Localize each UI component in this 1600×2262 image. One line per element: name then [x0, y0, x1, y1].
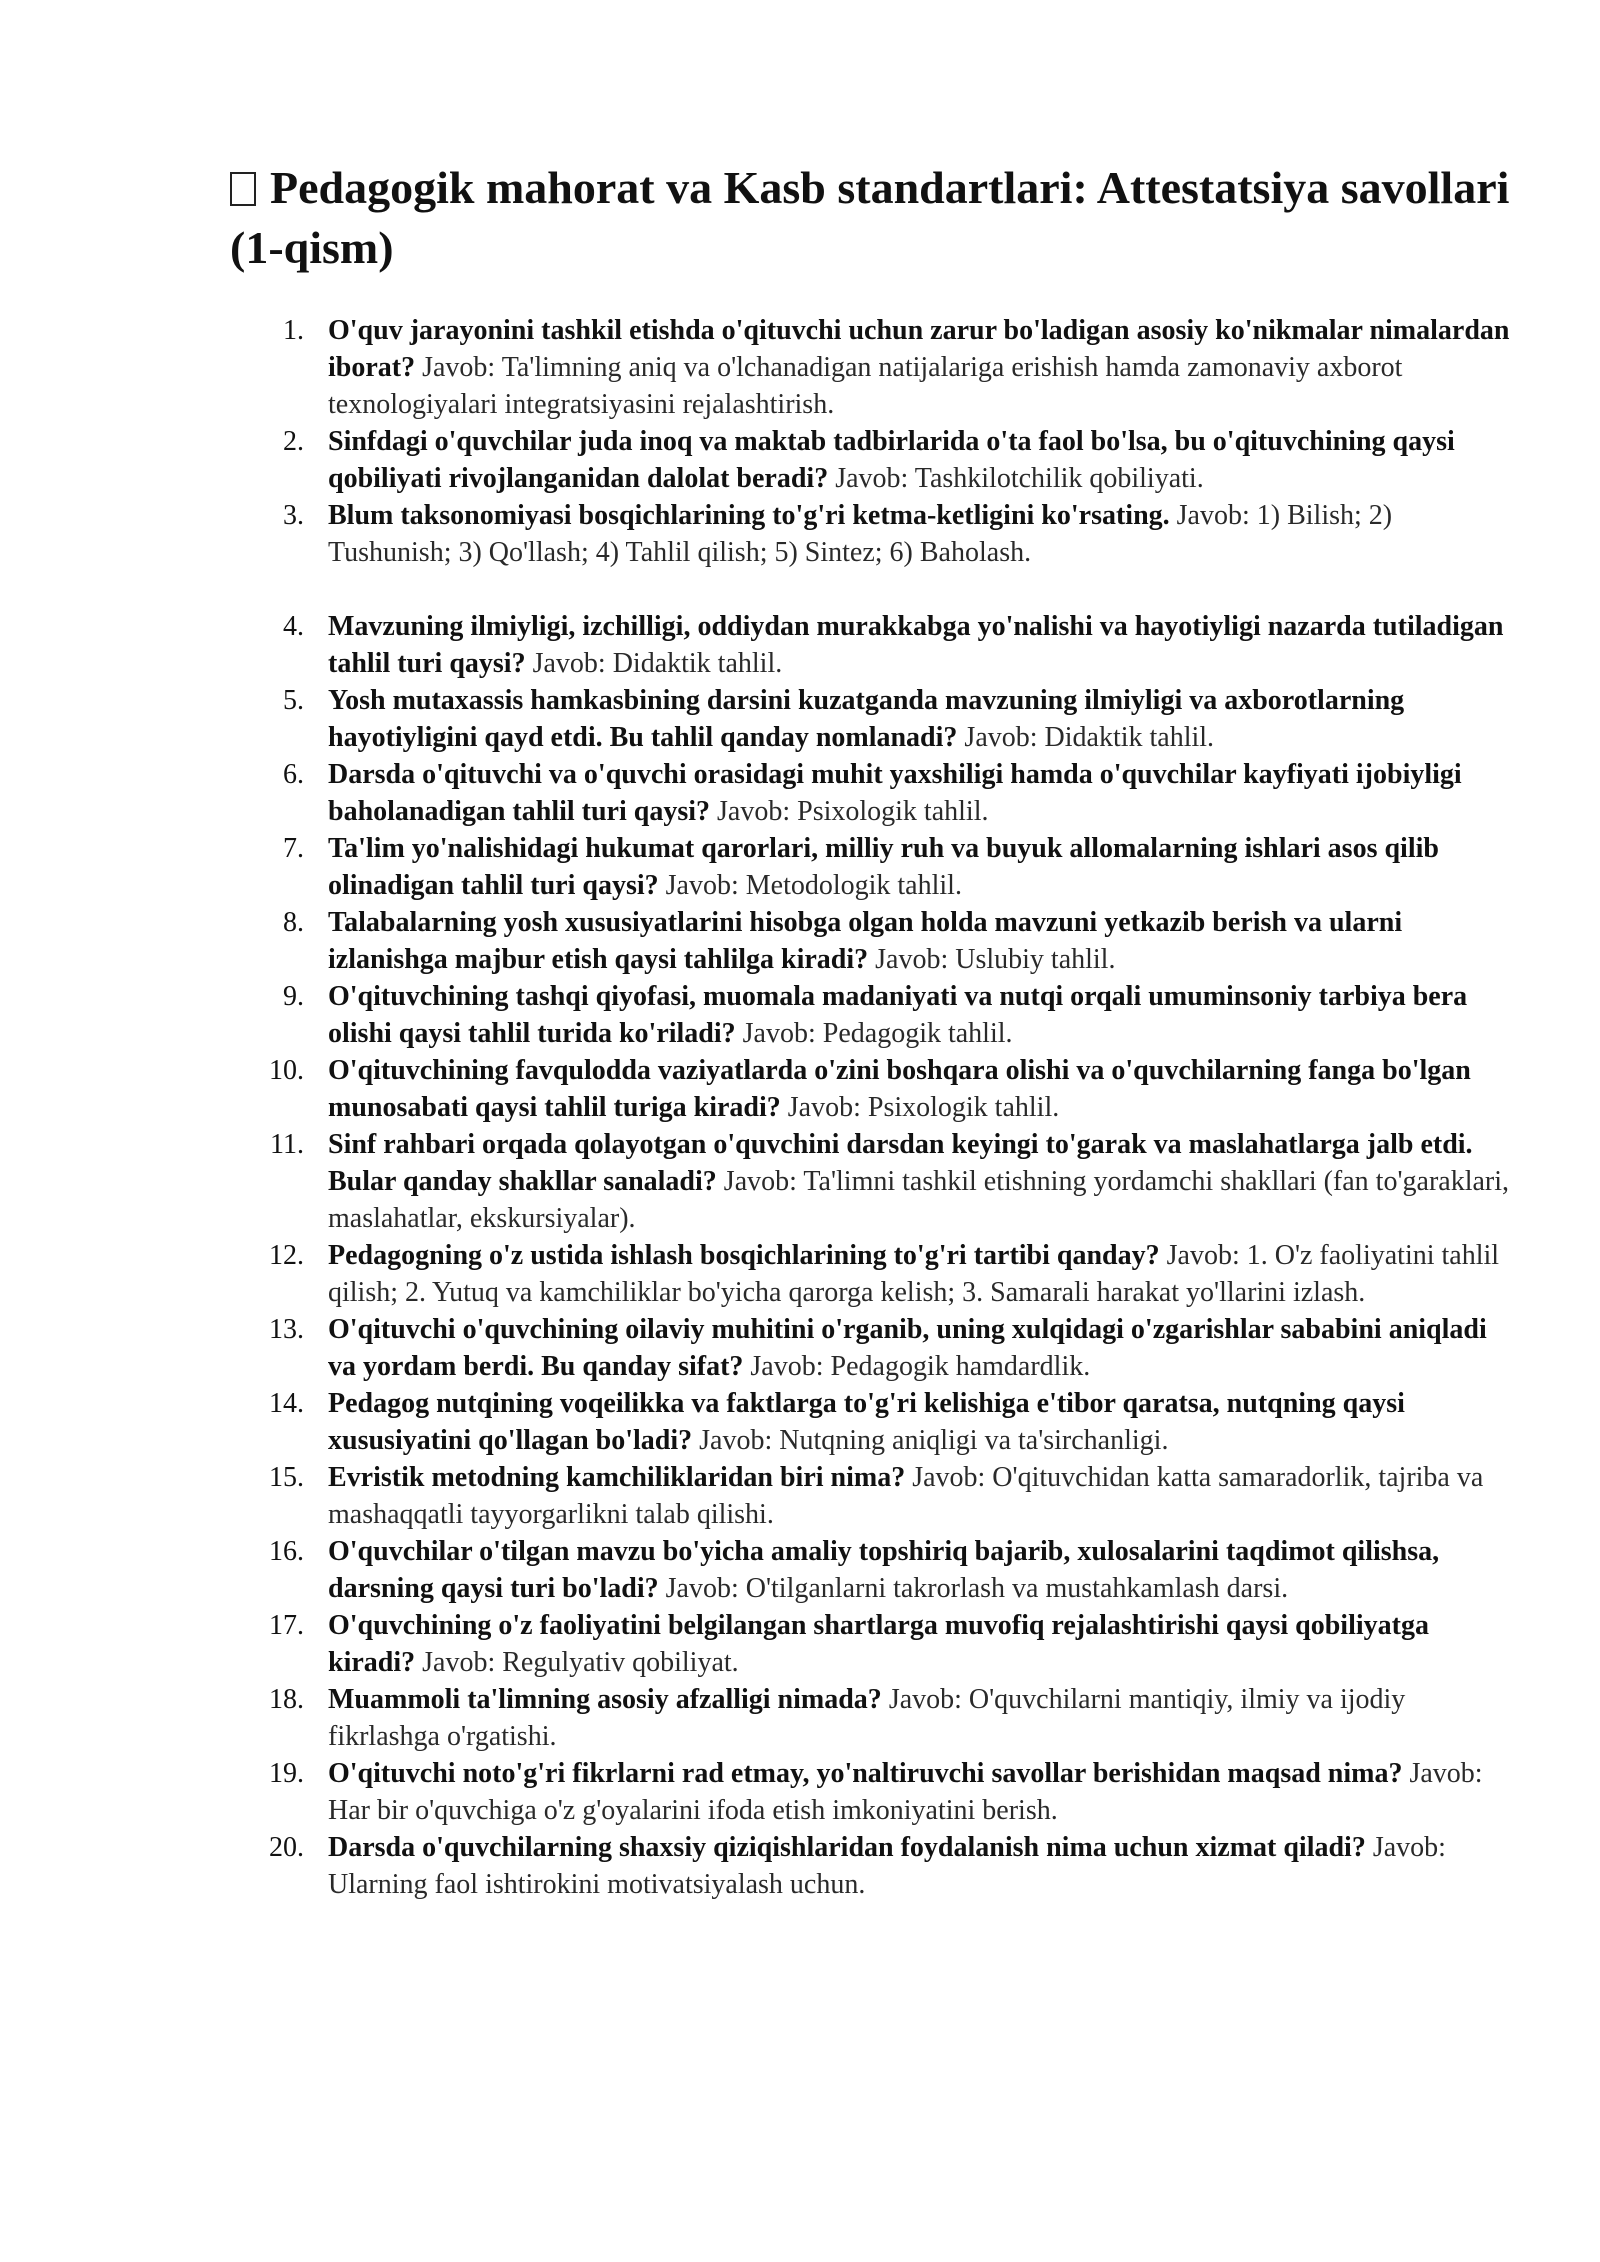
item-number: 1. — [283, 315, 304, 346]
list-item — [230, 682, 1510, 756]
page-title-text: Pedagogik mahorat va Kasb standartlari: Attestatsiya savollari (1-qism) — [230, 162, 1510, 273]
item-number: 4. — [283, 611, 304, 642]
list-item — [230, 1052, 1510, 1126]
answer-text: Javob: Pedagogik tahlil. — [742, 1018, 1013, 1049]
item-number: 17. — [269, 1610, 304, 1641]
qa-list — [230, 312, 1510, 1903]
answer-text: Javob: 1. O'z faoliyatini tahlil qilish; 2. Yutuq va kamchiliklar bo'yicha qarorga kelish; 3. Samarali harakat yo'llarini izlash. — [328, 1240, 1500, 1308]
list-item — [230, 1126, 1510, 1237]
question-text: O'qituvchining favqulodda vaziyatlarda o'zini boshqara olishi va o'quvchilarning fanga bo'lgan munosabati qaysi tahlil turiga kiradi? — [328, 1055, 1471, 1123]
item-number: 15. — [269, 1462, 304, 1493]
list-item — [230, 830, 1510, 904]
list-item — [230, 1607, 1510, 1681]
question-text: Muammoli ta'limning asosiy afzalligi nimada? — [328, 1684, 882, 1715]
list-item — [230, 1459, 1510, 1533]
question-text: Darsda o'qituvchi va o'quvchi orasidagi muhit yaxshiligi hamda o'quvchilar kayfiyati ijobiyligi baholanadigan tahlil turi qaysi? — [328, 759, 1462, 827]
list-item — [230, 312, 1510, 423]
answer-text: Javob: Har bir o'quvchiga o'z g'oyalarini ifoda etish imkoniyatini berish. — [328, 1758, 1483, 1826]
question-text: O'quvchilar o'tilgan mavzu bo'yicha amaliy topshiriq bajarib, xulosalarini taqdimot qilishsa, darsning qaysi turi bo'ladi? — [328, 1536, 1440, 1604]
item-number: 14. — [269, 1388, 304, 1419]
answer-text: Javob: Psixologik tahlil. — [787, 1092, 1060, 1123]
question-text: Pedagog nutqining voqeilikka va faktlarga to'g'ri kelishiga e'tibor qaratsa, nutqning qaysi xususiyatini qo'llagan bo'ladi? — [328, 1388, 1405, 1456]
box-icon — [230, 172, 256, 206]
question-text: Talabalarning yosh xususiyatlarini hisobga olgan holda mavzuni yetkazib berish va ularni izlanishga majbur etish qaysi tahlilga kiradi? — [328, 907, 1403, 975]
list-item — [230, 756, 1510, 830]
question-text: O'qituvchi o'quvchining oilaviy muhitini o'rganib, uning xulqidagi o'zgarishlar sababini aniqladi va yordam berdi. Bu qanday sifat? — [328, 1314, 1487, 1382]
answer-text: Javob: Psixologik tahlil. — [717, 796, 989, 827]
question-text: O'qituvchining tashqi qiyofasi, muomala madaniyati va nutqi orqali umuminsoniy tarbiya bera olishi qaysi tahlil turida ko'riladi? — [328, 981, 1468, 1049]
answer-text: Javob: Didaktik tahlil. — [964, 722, 1215, 753]
answer-text: Javob: O'quvchilarni mantiqiy, ilmiy va ijodiy fikrlashga o'rgatishi. — [328, 1684, 1406, 1752]
question-text: Ta'lim yo'nalishidagi hukumat qarorlari, milliy ruh va buyuk allomalarning ishlari asos qilib olinadigan tahlil turi qaysi? — [328, 833, 1439, 901]
question-text: O'quv jarayonini tashkil etishda o'qituvchi uchun zarur bo'ladigan asosiy ko'nikmalar nimalardan iborat? — [328, 315, 1510, 383]
list-item — [230, 1533, 1510, 1607]
question-text: Sinf rahbari orqada qolayotgan o'quvchini darsdan keyingi to'garak va maslahatlarga jalb etdi. Bular qanday shakllar sanaladi? — [328, 1129, 1473, 1197]
item-number: 3. — [283, 500, 304, 531]
item-number: 5. — [283, 685, 304, 716]
question-text: O'qituvchi noto'g'ri fikrlarni rad etmay, yo'naltiruvchi savollar berishidan maqsad nima? — [328, 1758, 1403, 1789]
list-item — [230, 1385, 1510, 1459]
list-item — [230, 978, 1510, 1052]
list-item — [230, 1681, 1510, 1755]
answer-text: Javob: Tashkilotchilik qobiliyati. — [835, 463, 1204, 494]
question-text: Evristik metodning kamchiliklaridan biri nima? — [328, 1462, 906, 1493]
item-number: 7. — [283, 833, 304, 864]
item-number: 8. — [283, 907, 304, 938]
item-number: 18. — [269, 1684, 304, 1715]
question-text: Darsda o'quvchilarning shaxsiy qiziqishlaridan foydalanish nima uchun xizmat qiladi? — [328, 1832, 1366, 1863]
item-number: 20. — [269, 1832, 304, 1863]
answer-text: Javob: O'tilganlarni takrorlash va mustahkamlash darsi. — [665, 1573, 1289, 1604]
answer-text: Javob: Ta'limning aniq va o'lchanadigan natijalariga erishish hamda zamonaviy axborot texnologiyalari integratsiyasini rejalashtirish. — [328, 352, 1403, 420]
list-item — [230, 904, 1510, 978]
item-number: 16. — [269, 1536, 304, 1567]
item-number: 10. — [269, 1055, 304, 1086]
item-number: 6. — [283, 759, 304, 790]
list-item — [230, 1311, 1510, 1385]
item-number: 2. — [283, 426, 304, 457]
list-item — [230, 1829, 1510, 1903]
question-text: Yosh mutaxassis hamkasbining darsini kuzatganda mavzuning ilmiyligi va axborotlarning hayotiyligini qayd etdi. Bu tahlil qanday nomlanadi? — [328, 685, 1405, 753]
list-item — [230, 1755, 1510, 1829]
question-text: O'quvchining o'z faoliyatini belgilangan shartlarga muvofiq rejalashtirishi qaysi qobiliyatga kiradi? — [328, 1610, 1429, 1678]
item-number: 9. — [283, 981, 304, 1012]
item-number: 12. — [269, 1240, 304, 1271]
answer-text: Javob: Pedagogik hamdardlik. — [750, 1351, 1091, 1382]
item-number: 13. — [269, 1314, 304, 1345]
answer-text: Javob: Regulyativ qobiliyat. — [422, 1647, 739, 1678]
answer-text: Javob: 1) Bilish; 2) Tushunish; 3) Qo'llash; 4) Tahlil qilish; 5) Sintez; 6) Baholash. — [328, 500, 1393, 568]
list-item — [230, 497, 1510, 571]
item-number: 19. — [269, 1758, 304, 1789]
answer-text: Javob: Ularning faol ishtirokini motivatsiyalash uchun. — [328, 1832, 1446, 1900]
answer-text: Javob: Uslubiy tahlil. — [875, 944, 1116, 975]
question-text: Blum taksonomiyasi bosqichlarining to'g'ri ketma-ketligini ko'rsating. — [328, 500, 1170, 531]
answer-text: Javob: Metodologik tahlil. — [665, 870, 962, 901]
list-item — [230, 423, 1510, 497]
answer-text: Javob: Nutqning aniqligi va ta'sirchanligi. — [699, 1425, 1169, 1456]
answer-text: Javob: O'qituvchidan katta samaradorlik, tajriba va mashaqqatli tayyorgarlikni talab qilishi. — [328, 1462, 1484, 1530]
list-item — [230, 1237, 1510, 1311]
question-text: Mavzuning ilmiyligi, izchilligi, oddiydan murakkabga yo'nalishi va hayotiyligi nazarda tutiladigan tahlil turi qaysi? — [328, 611, 1504, 679]
question-text: Sinfdagi o'quvchilar juda inoq va maktab tadbirlarida o'ta faol bo'lsa, bu o'qituvchining qaysi qobiliyati rivojlanganidan dalolat beradi? — [328, 426, 1455, 494]
item-number: 11. — [270, 1129, 304, 1160]
answer-text: Javob: Ta'limni tashkil etishning yordamchi shakllari (fan to'garaklari, maslahatlar, ekskursiyalar). — [328, 1166, 1509, 1234]
page-title — [230, 158, 1510, 278]
list-item — [230, 608, 1510, 682]
document-page — [230, 158, 1510, 1903]
answer-text: Javob: Didaktik tahlil. — [532, 648, 783, 679]
question-text: Pedagogning o'z ustida ishlash bosqichlarining to'g'ri tartibi qanday? — [328, 1240, 1160, 1271]
